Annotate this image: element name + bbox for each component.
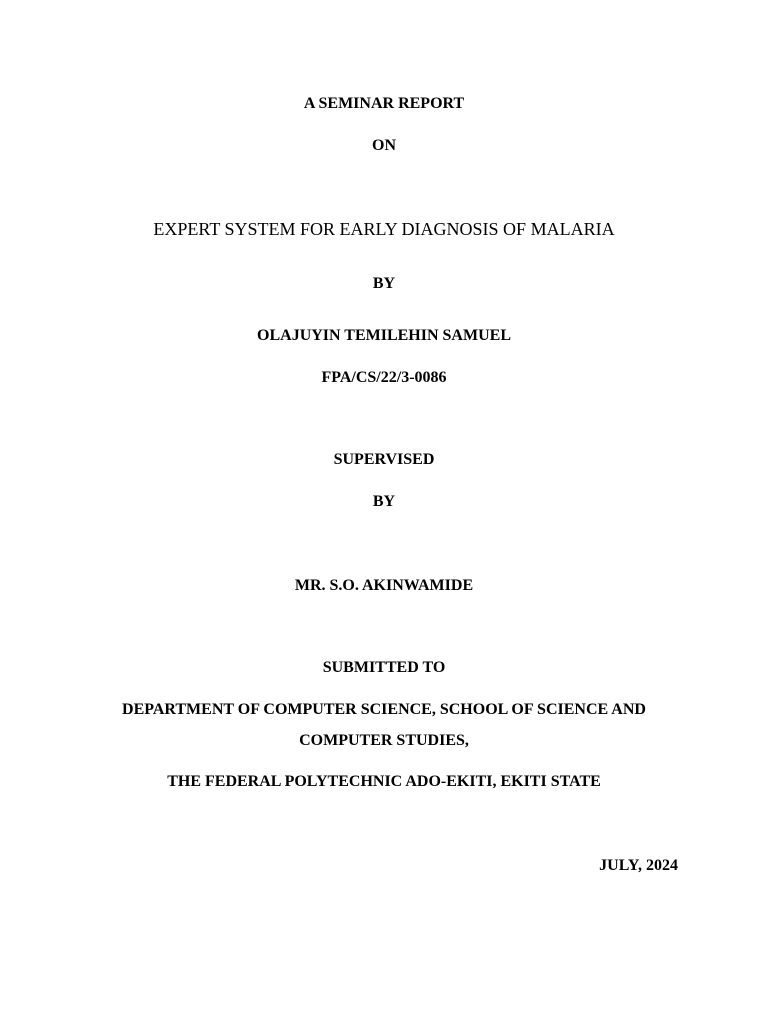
supervised-by-label: BY bbox=[372, 493, 396, 510]
by-label: BY bbox=[372, 275, 396, 292]
department-line-1: DEPARTMENT OF COMPUTER SCIENCE, SCHOOL OF SCIENCE AND bbox=[122, 701, 646, 718]
department-line-2: COMPUTER STUDIES, bbox=[299, 732, 469, 749]
supervisor-name: MR. S.O. AKINWAMIDE bbox=[294, 577, 474, 594]
report-title: EXPERT SYSTEM FOR EARLY DIAGNOSIS OF MALARIA bbox=[153, 219, 615, 239]
submitted-to-label: SUBMITTED TO bbox=[322, 659, 446, 676]
author-name: OLAJUYIN TEMILEHIN SAMUEL bbox=[257, 327, 511, 344]
matric-number: FPA/CS/22/3-0086 bbox=[321, 369, 447, 386]
institution-name: THE FEDERAL POLYTECHNIC ADO-EKITI, EKITI STATE bbox=[167, 773, 601, 790]
report-type-heading: A SEMINAR REPORT bbox=[303, 95, 465, 112]
supervised-label: SUPERVISED bbox=[333, 451, 435, 468]
report-date: JULY, 2024 bbox=[599, 857, 678, 874]
report-on-label: ON bbox=[372, 137, 396, 154]
